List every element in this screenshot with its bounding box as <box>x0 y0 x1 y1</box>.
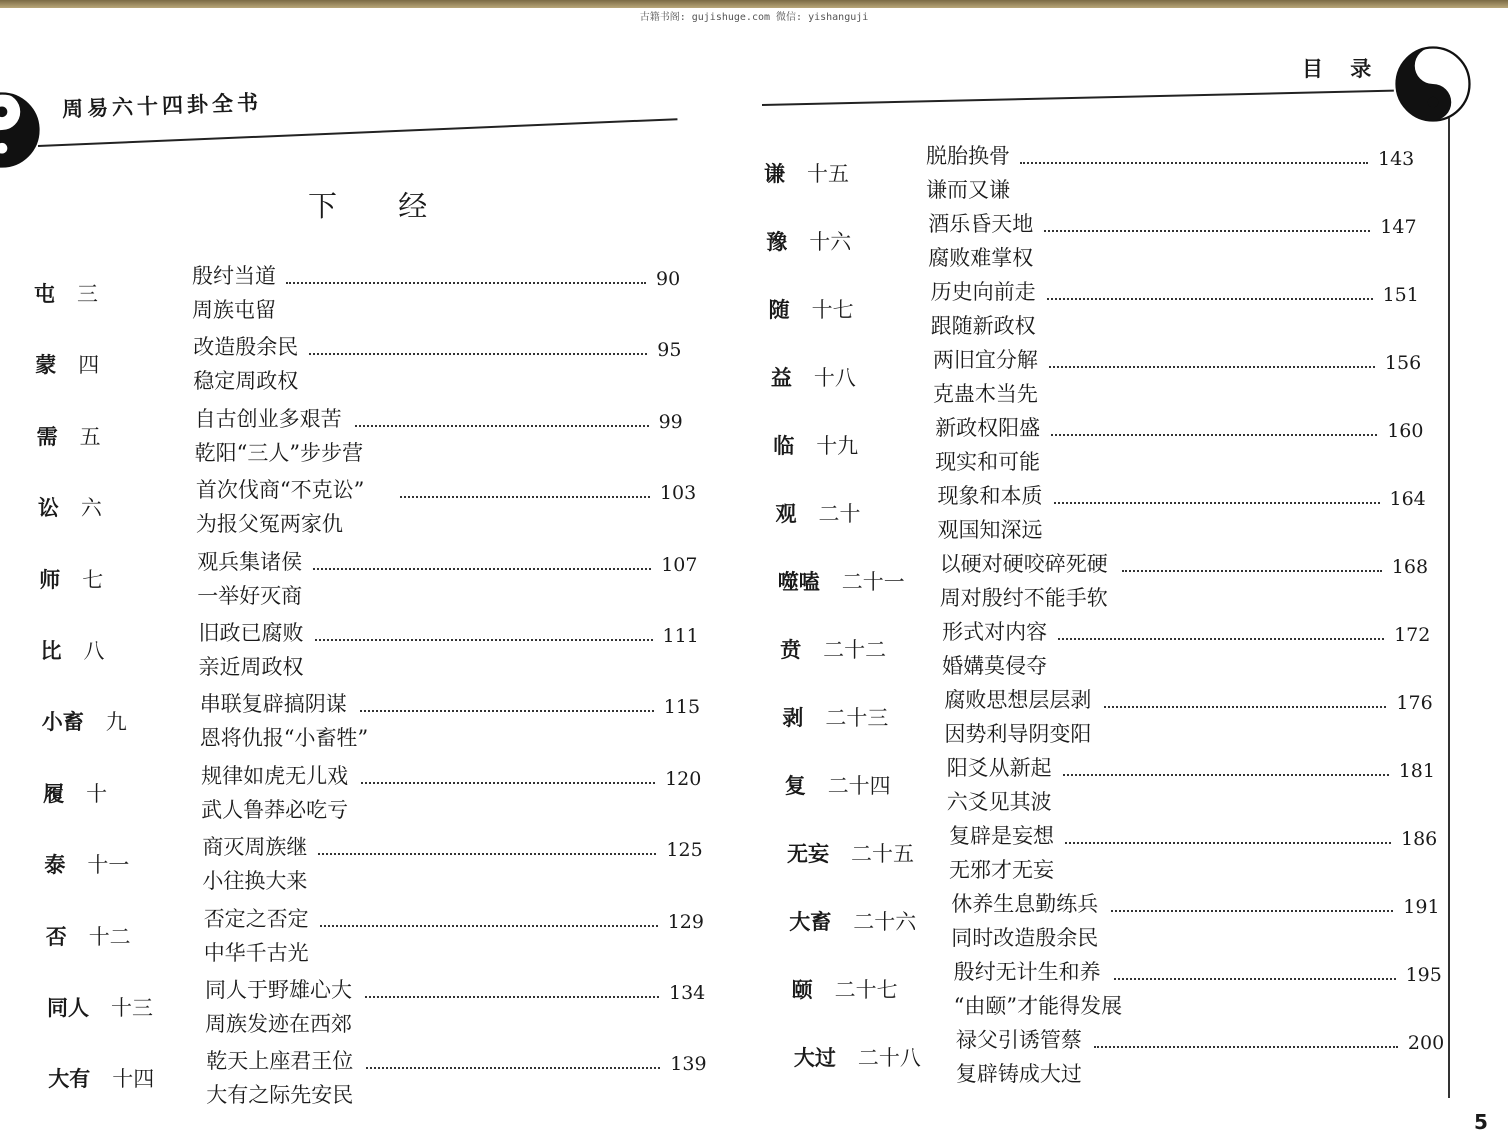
entry-title-line1: 脱胎换骨 <box>926 144 1010 168</box>
hexagram-name: 大过 <box>793 1046 836 1070</box>
hexagram-name: 履 <box>43 781 65 806</box>
page-reference: 151 <box>1382 284 1419 306</box>
page-reference: 156 <box>1384 352 1422 374</box>
entry-title-line1: 现象和本质 <box>937 484 1043 508</box>
section-title: 下 经 <box>308 189 454 223</box>
hexagram-number: 五 <box>79 424 101 449</box>
hexagram-number: 十三 <box>111 996 153 1020</box>
entry-title-line2: 现实和可能 <box>935 450 1041 474</box>
hexagram-number: 六 <box>80 496 102 521</box>
entry-title-line1: 规律如虎无儿戏 <box>201 763 349 788</box>
toc-entry[interactable] <box>0 412 1508 482</box>
hexagram-name: 贲 <box>780 638 802 662</box>
hexagram-number: 十一 <box>87 853 130 878</box>
page-reference: 90 <box>656 268 681 290</box>
hexagram-number: 十 <box>86 781 108 806</box>
dot-leader <box>1063 774 1389 776</box>
page-reference: 176 <box>1396 692 1433 714</box>
hexagram-name: 益 <box>770 366 792 390</box>
hexagram-number: 十八 <box>813 366 856 390</box>
entry-title-line1: 历史向前走 <box>930 280 1036 304</box>
entry-title-line1: 否定之否定 <box>203 906 309 931</box>
entry-title-line2: 六爻见其波 <box>946 790 1052 814</box>
entry-title-line2: 谦而又谦 <box>926 178 1010 202</box>
hexagram-number: 二十五 <box>851 842 914 866</box>
page-reference: 164 <box>1389 488 1426 510</box>
entry-title-line1: 同人于野雄心大 <box>205 978 352 1002</box>
yin-yang-icon-right <box>1394 46 1472 122</box>
running-head-left: 周易六十四卦全书 <box>61 90 263 122</box>
entry-title-line1: 改造殷余民 <box>193 335 299 360</box>
hexagram-name: 剥 <box>782 706 804 730</box>
hexagram-number: 二十一 <box>841 570 905 594</box>
hexagram-number: 二十六 <box>853 910 917 934</box>
hexagram-name: 比 <box>40 639 62 663</box>
watermark: 古籍书阁: gujishuge.com 微信: yishanguji <box>639 12 869 23</box>
entry-title-line1: 殷纣当道 <box>192 264 276 288</box>
hexagram-name: 屯 <box>34 282 55 306</box>
toc-entry[interactable] <box>0 820 1508 890</box>
toc-entry[interactable] <box>0 140 1508 210</box>
hexagram-label <box>787 838 914 868</box>
hexagram-number: 七 <box>82 567 104 592</box>
running-head-right: 目 录 <box>1302 57 1382 81</box>
entry-title-line1: 自古创业多艰苦 <box>194 406 342 431</box>
hexagram-number: 三 <box>77 282 98 306</box>
hexagram-name: 大有 <box>48 1067 91 1092</box>
header-rule-right <box>762 90 1394 106</box>
dot-leader <box>1047 298 1373 300</box>
toc-entry[interactable] <box>0 888 1508 958</box>
hexagram-name: 需 <box>36 424 58 449</box>
entry-title-line2: 无邪才无妄 <box>949 858 1054 882</box>
hexagram-number: 二十七 <box>834 978 898 1002</box>
entry-title-line2: 跟随新政权 <box>930 314 1036 338</box>
entry-title-line2: 恩将仇报“小畜牲” <box>199 726 369 751</box>
dot-leader <box>1065 842 1391 844</box>
entry-title-line1: 复辟是妄想 <box>949 824 1054 848</box>
entry-title-line1: 酒乐昏天地 <box>928 212 1034 236</box>
toc-entry[interactable] <box>0 684 1508 754</box>
hexagram-name: 复 <box>784 774 806 798</box>
entry-title-line2: 周对殷纣不能手软 <box>939 586 1108 610</box>
entry-title-line2: 稳定周政权 <box>193 369 299 394</box>
dot-leader <box>1111 910 1393 912</box>
hexagram-number: 十七 <box>811 298 854 322</box>
page-reference: 143 <box>1378 148 1415 170</box>
hexagram-label <box>773 430 858 460</box>
toc-entry[interactable] <box>0 480 1508 550</box>
entry-title-line1: 旧政已腐败 <box>198 621 304 645</box>
entry-title-line1: 串联复辟搞阴谋 <box>199 692 347 717</box>
hexagram-name: 无妄 <box>787 842 829 866</box>
toc-entry[interactable] <box>0 616 1508 686</box>
page-reference: 134 <box>669 982 706 1004</box>
hexagram-label <box>792 974 898 1004</box>
hexagram-number: 八 <box>83 639 105 663</box>
hexagram-name: 颐 <box>791 978 813 1002</box>
hexagram-name: 泰 <box>44 853 66 878</box>
page-reference: 111 <box>662 625 699 647</box>
entry-title-line2: 一举好灭商 <box>197 583 303 608</box>
page-reference: 195 <box>1405 964 1442 986</box>
entry-title-line2: 周族屯留 <box>192 298 276 322</box>
entry-title-line1: 禄父引诱管蔡 <box>955 1028 1082 1052</box>
entry-title-line2: 亲近周政权 <box>198 655 304 679</box>
page-reference: 95 <box>657 339 682 362</box>
entry-title-line1: 商灭周族继 <box>202 835 308 860</box>
hexagram-label <box>785 770 891 800</box>
toc-entry[interactable] <box>0 208 1508 278</box>
entry-title-line2: 为报父冤两家仇 <box>195 512 343 537</box>
entry-title-line2: 观国知深远 <box>937 518 1043 542</box>
entry-title-line2: “由颐”才能得发展 <box>953 994 1123 1018</box>
dot-leader <box>1058 638 1384 640</box>
page-reference: 107 <box>661 553 698 576</box>
entry-title-line1: 阳爻从新起 <box>946 756 1052 780</box>
hexagram-number: 十六 <box>809 230 852 254</box>
hexagram-number: 二十八 <box>857 1046 921 1070</box>
entry-title-line1: 观兵集诸侯 <box>197 549 303 574</box>
entry-title-line2: 乾阳“三人”步步营 <box>194 440 364 465</box>
entry-title-line2: 小往换大来 <box>202 869 308 894</box>
dot-leader <box>1044 230 1370 232</box>
toc-entry[interactable] <box>0 752 1508 822</box>
toc-entry[interactable] <box>0 956 1508 1026</box>
page-reference: 139 <box>670 1053 707 1076</box>
hexagram-name: 同人 <box>47 996 89 1020</box>
toc-entry[interactable] <box>0 1024 1508 1094</box>
hexagram-number: 二十 <box>818 502 861 526</box>
hexagram-label <box>766 226 851 256</box>
hexagram-number: 二十三 <box>825 706 889 730</box>
entry-title-line2: 周族发迹在西郊 <box>205 1012 352 1036</box>
hexagram-label <box>769 294 854 324</box>
hexagram-number: 四 <box>78 353 100 378</box>
hexagram-number: 二十二 <box>823 638 887 662</box>
hexagram-label <box>778 566 905 596</box>
entry-title-line1: 休养生息勤练兵 <box>951 892 1099 916</box>
entry-title-line1: 两旧宜分解 <box>932 348 1038 372</box>
dot-leader <box>1104 706 1386 708</box>
hexagram-label <box>764 158 849 188</box>
dot-leader <box>1094 1046 1398 1048</box>
hexagram-number: 九 <box>105 710 127 735</box>
hexagram-number: 十九 <box>816 434 859 458</box>
entry-title-line2: 中华千古光 <box>203 940 309 965</box>
hexagram-name: 观 <box>775 502 797 526</box>
hexagram-name: 讼 <box>37 496 59 521</box>
hexagram-name: 蒙 <box>35 353 57 378</box>
page-reference: 129 <box>667 910 704 933</box>
page-reference: 172 <box>1394 624 1431 646</box>
page-reference: 181 <box>1398 760 1435 782</box>
page-reference: 200 <box>1407 1032 1445 1054</box>
entry-title-line1: 首次伐商“不克讼” <box>195 478 365 503</box>
entry-title-line1: 以硬对硬咬碎死硬 <box>939 552 1108 576</box>
hexagram-name: 随 <box>768 298 790 322</box>
toc-entry[interactable] <box>0 344 1508 414</box>
entry-title-line2: 因势利导阴变阳 <box>944 722 1092 746</box>
page-reference: 99 <box>658 410 683 433</box>
hexagram-number: 二十四 <box>827 774 891 798</box>
hexagram-label <box>789 906 916 936</box>
dot-leader <box>1049 366 1375 368</box>
hexagram-name: 临 <box>773 434 795 458</box>
dot-leader <box>1122 570 1382 572</box>
entry-title-line2: 大有之际先安民 <box>206 1083 354 1108</box>
hexagram-label <box>776 498 861 528</box>
page-reference: 125 <box>666 839 703 862</box>
scan-top-border <box>0 0 1508 8</box>
page-reference: 191 <box>1403 896 1440 918</box>
entry-title-line1: 殷纣无计生和养 <box>953 960 1101 984</box>
page-reference: 168 <box>1391 556 1429 578</box>
page-reference: 120 <box>665 767 702 790</box>
hexagram-name: 否 <box>45 924 67 949</box>
hexagram-name: 谦 <box>764 162 785 186</box>
entry-title-line2: 腐败难掌权 <box>928 246 1034 270</box>
hexagram-name: 噬嗑 <box>777 570 820 594</box>
hexagram-name: 师 <box>39 567 61 592</box>
hexagram-label <box>794 1042 921 1072</box>
hexagram-label <box>780 634 886 664</box>
page-number: 5 <box>1474 1110 1488 1134</box>
hexagram-name: 大畜 <box>789 910 832 934</box>
dot-leader <box>1051 434 1377 436</box>
dot-leader <box>1114 978 1396 980</box>
entry-title-line2: 复辟铸成大过 <box>955 1062 1082 1086</box>
entry-title-line1: 腐败思想层层剥 <box>944 688 1092 712</box>
entry-title-line2: 婚媾莫侵夺 <box>942 654 1048 678</box>
page-reference: 160 <box>1387 420 1424 442</box>
hexagram-label <box>771 362 856 392</box>
page-reference: 103 <box>659 482 697 505</box>
hexagram-name: 小畜 <box>41 710 84 735</box>
page-reference: 147 <box>1380 216 1417 238</box>
page-reference: 115 <box>663 696 701 719</box>
entry-title-line1: 新政权阳盛 <box>935 416 1041 440</box>
toc-entry[interactable] <box>0 548 1508 618</box>
hexagram-number: 十四 <box>112 1067 155 1092</box>
hexagram-label <box>782 702 888 732</box>
entry-title-line1: 乾天上座君王位 <box>206 1049 354 1074</box>
entry-title-line2: 武人鲁莽必吃亏 <box>201 797 349 822</box>
dot-leader <box>1020 162 1368 164</box>
entry-title-line2: 克蛊木当先 <box>932 382 1038 406</box>
entry-title-line1: 形式对内容 <box>942 620 1048 644</box>
page-reference: 186 <box>1401 828 1438 850</box>
entry-title-line2: 同时改造殷余民 <box>951 926 1099 950</box>
dot-leader <box>1054 502 1380 504</box>
toc-entry[interactable] <box>0 276 1508 346</box>
hexagram-name: 豫 <box>766 230 788 254</box>
hexagram-number: 十二 <box>88 924 131 949</box>
hexagram-number: 十五 <box>807 162 849 186</box>
